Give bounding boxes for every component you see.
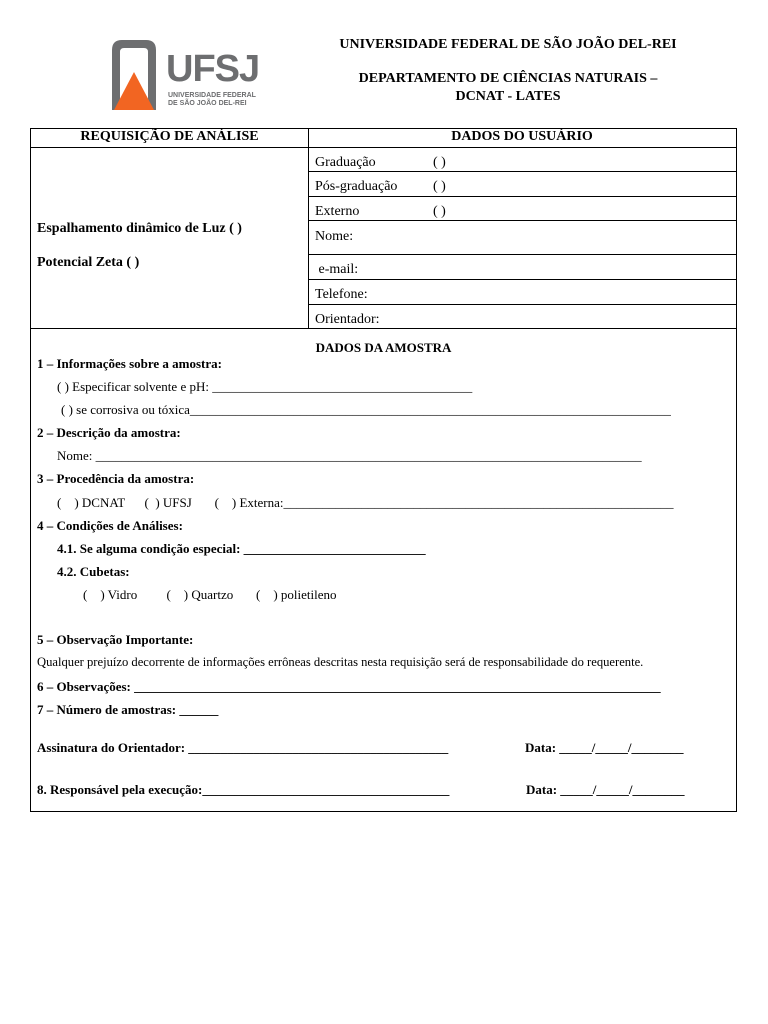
date-field-1[interactable]: Data: _____/_____/________	[525, 740, 684, 755]
col-header-request: REQUISIÇÃO DE ANÁLISE	[80, 129, 259, 144]
department-line-1: DEPARTAMENTO DE CIÊNCIAS NATURAIS –	[358, 71, 658, 86]
col-header-user: DADOS DO USUÁRIO	[451, 129, 593, 144]
row-divider	[308, 196, 736, 197]
row-divider	[308, 304, 736, 305]
sample-count-field[interactable]: 7 – Número de amostras: ______	[37, 702, 219, 717]
section-2-title: 2 – Descrição da amostra:	[37, 425, 181, 440]
important-note: Qualquer prejuízo decorrente de informações errôneas descritas nesta requisição será de responsabilidade do requerente.	[37, 655, 644, 669]
cuvettes-label: 4.2. Cubetas:	[57, 564, 130, 579]
field-email[interactable]: e-mail:	[315, 262, 359, 277]
column-divider	[308, 129, 309, 328]
observations-field[interactable]: 6 – Observações: _________________________________________________________________________________	[37, 679, 661, 694]
section-3-title: 3 – Procedência da amostra:	[37, 471, 195, 486]
field-graduacao[interactable]: Graduação	[315, 155, 376, 170]
logo-subtitle-2: DE SÃO JOÃO DEL-REI	[168, 100, 247, 107]
checkbox-externo[interactable]: ( )	[433, 204, 446, 219]
department	[254, 70, 762, 106]
section-4-title: 4 – Condições de Análises:	[37, 518, 183, 533]
field-pos-graduacao[interactable]: Pós-graduação	[315, 179, 398, 194]
checkbox-graduacao[interactable]: ( )	[433, 155, 446, 170]
section-divider	[31, 328, 736, 329]
field-telefone[interactable]: Telefone:	[315, 287, 368, 302]
executor-field[interactable]: 8. Responsável pela execução:______________________________________	[37, 782, 450, 797]
logo-wordmark: UFSJ	[166, 48, 260, 90]
corrosive-toxic-field[interactable]: ( ) se corrosiva ou tóxica__________________________________________________________________________	[61, 402, 671, 417]
ufsj-logo	[110, 38, 270, 112]
request-form	[30, 128, 737, 812]
department-line-2: DCNAT - LATES	[455, 89, 561, 104]
checkbox-pos-graduacao[interactable]: ( )	[433, 179, 446, 194]
solvent-ph-field[interactable]: ( ) Especificar solvente e pH: ________________________________________	[57, 379, 473, 394]
field-nome[interactable]: Nome:	[315, 229, 354, 244]
special-condition-field[interactable]: 4.1. Se alguma condição especial: ____________________________	[57, 541, 426, 556]
row-divider	[308, 171, 736, 172]
option-dynamic-light-scattering[interactable]: Espalhamento dinâmico de Luz ( )	[37, 221, 242, 236]
header-divider	[31, 147, 736, 148]
date-field-2[interactable]: Data: _____/_____/________	[526, 782, 685, 797]
logo-subtitle-1: UNIVERSIDADE FEDERAL	[168, 92, 256, 99]
row-divider	[308, 279, 736, 280]
row-divider	[308, 254, 736, 255]
row-divider	[308, 220, 736, 221]
cuvette-options[interactable]: ( ) Vidro ( ) Quartzo ( ) polietileno	[83, 587, 337, 602]
section-1-title: 1 – Informações sobre a amostra:	[37, 356, 222, 371]
sample-name-field[interactable]: Nome: ____________________________________________________________________________________	[57, 448, 642, 463]
sample-section-title: DADOS DA AMOSTRA	[315, 340, 452, 355]
option-zeta-potential[interactable]: Potencial Zeta ( )	[37, 255, 140, 270]
advisor-signature-field[interactable]: Assinatura do Orientador: ________________________________________	[37, 740, 449, 755]
field-externo[interactable]: Externo	[315, 204, 360, 219]
university-name: UNIVERSIDADE FEDERAL DE SÃO JOÃO DEL-REI	[339, 37, 677, 52]
field-orientador[interactable]: Orientador:	[315, 312, 380, 327]
origin-options[interactable]: ( ) DCNAT ( ) UFSJ ( ) Externa:____________________________________________________________	[57, 495, 674, 510]
section-5-title: 5 – Observação Importante:	[37, 632, 194, 647]
